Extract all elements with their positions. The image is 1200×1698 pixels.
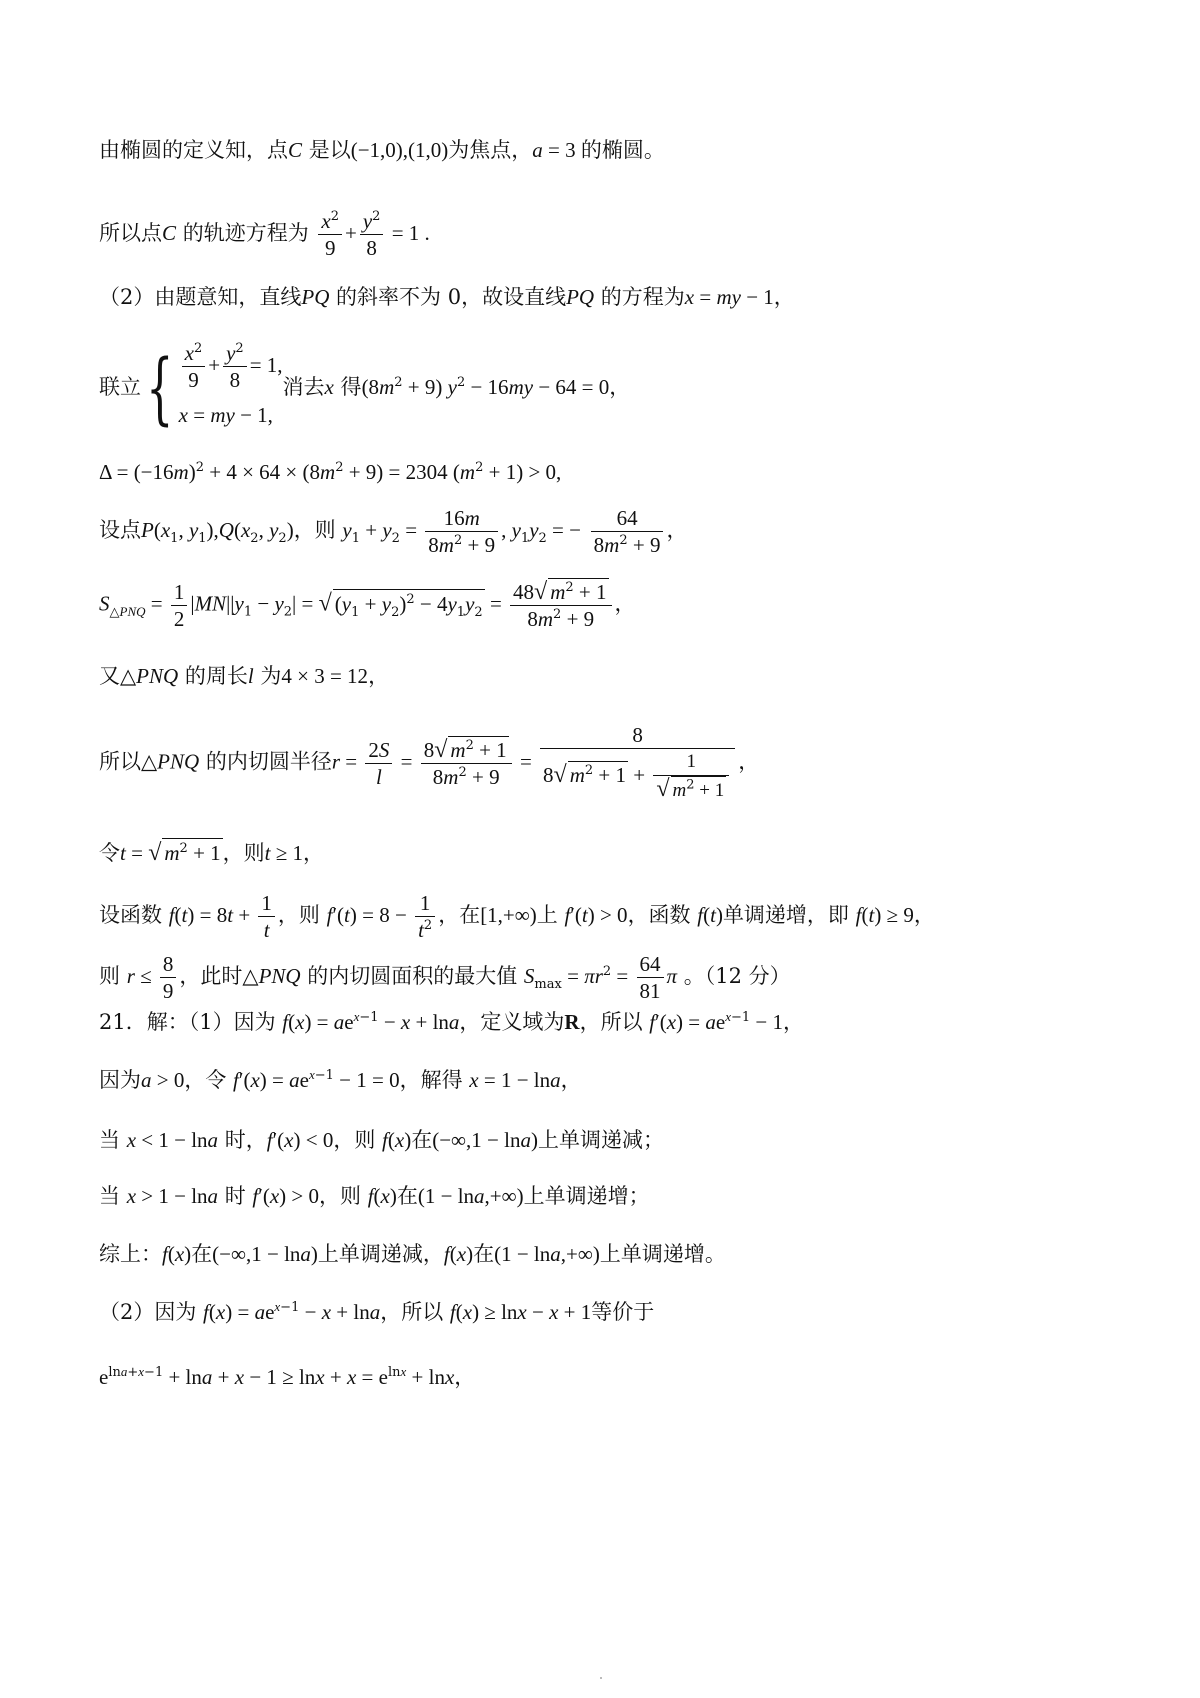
text-line-17: 综上：f(x)在(−∞,1 − lna)上单调递减，f(x)在(1 − lna,+∞)上单调递增。 — [99, 1242, 726, 1266]
text-line-6: 设点$P(x_1$, $y_1),Q(x_2$, $y_2$)，则 $y_1 + y_2$ = $\frac{16m}{8m^2 + 9}$ , $y_1y_2$ = − $\frac{64}{8m^2 + 9}$ ， — [99, 506, 688, 557]
text-line-16: 当 x > 1 − lna 时 f′(x) > 0，则 f(x)在(1 − lna,+∞)上单调递增； — [99, 1184, 650, 1208]
text-line-11: 设函数 f(t) = 8t + $\frac{1}{t}$ ，则 f′(t) = 8 − $\frac{1}{t^2}$ ，在[1,+∞)上 f′(t) > 0，函数 f(t)单调递增，即 f(t) ≥ 9， — [99, 891, 935, 942]
page-dot — [600, 1677, 602, 1679]
text-line-19: $e^{lna+x-1} + \ln a + x - 1 \ge \ln x + x = e^{lnx} + \ln x$， — [99, 1364, 476, 1389]
text-line-8: 又△PNQ 的周长l 为4 × 3 = 12， — [99, 664, 390, 688]
text-line-12: 则 r ≤ $\frac{8}{9}$ ，此时△PNQ 的内切圆面积的最大值 $S_{max} = \pi r^2$ = $\frac{64}{81}$ π 。（12 分） — [99, 952, 791, 1003]
text-line-18: （2）因为 $f(x) = ae^{x-1} - x + \ln a$，所以 f(x) ≥ lnx − x + 1等价于 — [99, 1299, 655, 1324]
text-line-14: 因为a > 0，令 $f'(x) = ae^{x-1} - 1 = 0$，解得 x = 1 − lna， — [99, 1067, 582, 1092]
text-line-10: 令t = √ $m^2 + 1$，则t ≥ 1， — [99, 840, 325, 866]
text-line-7: $S_{\triangle PNQ}$ = $\frac{1}{2}$ $|MN||y_1 - y_2|$ = √ $(y_1 + y_2)^2 - 4y_1y_2$ = $\frac{48√ m^2 + 1}{8m^2 + 9}$ ， — [99, 579, 636, 631]
text-line-3: （2）由题意知，直线PQ 的斜率不为 0，故设直线PQ 的方程为x = my − 1， — [99, 285, 795, 309]
text-line-2: 所以点C 的轨迹方程为 $\frac{x^2}{9}$ + $\frac{y^2}{8}$ = 1 . — [99, 209, 430, 260]
text-line-9: 所以△PNQ 的内切圆半径r = $\frac{2S}{l}$ = $\frac{8√ m^2 + 1}{8m^2 + 9}$ = 8 8√ $m^2 + 1$ + $\frac{1}{√ m^2 + 1}$ ， — [99, 723, 760, 802]
text-line-4: 联立{ $\frac{x^2}{9}$ + $\frac{y^2}{8}$ = 1, x = my − 1, 消去x 得$(8m^2 + 9) y^2 - 16my - 64 = 0$， — [99, 341, 631, 434]
text-line-5: $\Delta = (-16m)^2 + 4 \times 64 \times (8m^2 + 9) = 2304$ $(m^2 + 1) > 0$, — [99, 460, 562, 484]
text-line-15: 当 x < 1 − lna 时，f′(x) < 0，则 f(x)在(−∞,1 − lna)上单调递减； — [99, 1128, 664, 1152]
text-line-1: 由椭圆的定义知，点C 是以(−1,0),(1,0)为焦点，a = 3 的椭圆。 — [99, 138, 665, 162]
text-line-13: 21．解：（1）因为 $f(x) = ae^{x-1} - x + \ln a$，定义域为R，所以 $f'(x) = ae^{x-1} - 1$， — [99, 1009, 805, 1034]
